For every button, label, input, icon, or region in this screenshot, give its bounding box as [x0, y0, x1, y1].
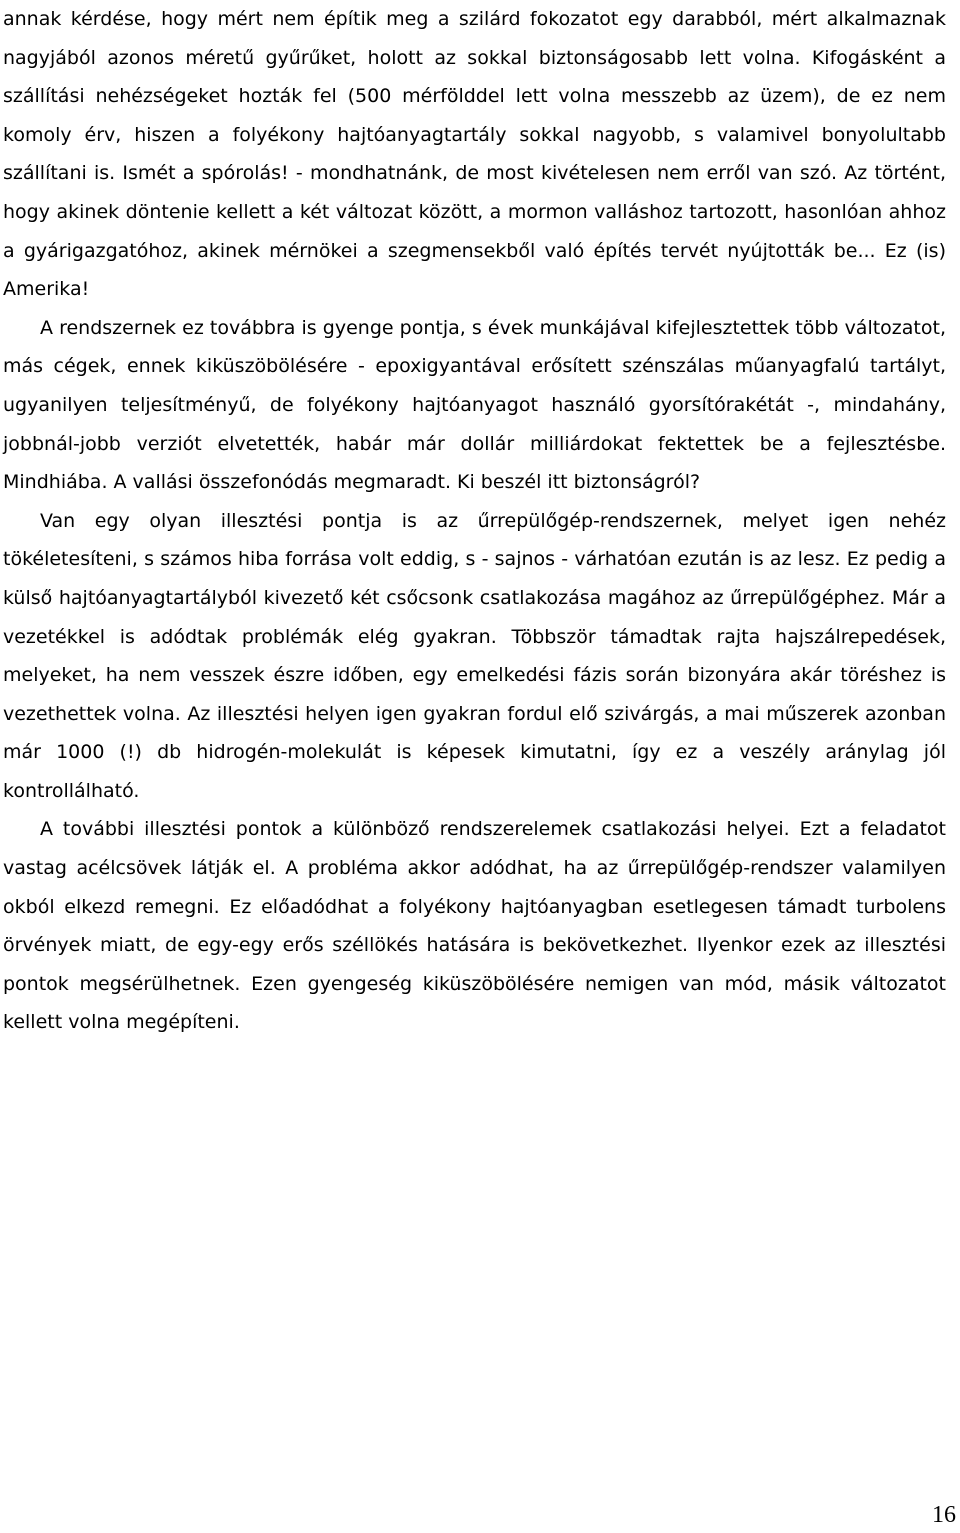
page-number: 16 [932, 1502, 956, 1528]
paragraph-fuel-connection: Van egy olyan illesztési pontja is az űrrepülőgép-rendszernek, melyet igen nehéz tökéletesíteni, s számos hiba forrása volt eddig, s - sajnos - várhatóan ezután is az lesz. Ez pedig a külső hajtóanyagtartályból kivezető két csőcsonk csatlakozása magához az űrrepülőgéphez. Már a vezetékkel is adódtak problémák elég gyakran. Többször támadtak rajta hajszálrepedések, melyeket, ha nem vesszek észre időben, egy emelkedési fázis során bizonyára akár töréshez is vezethettek volna. Az illesztési helyen igen gyakran fordul elő szivárgás, a mai műszerek azonban már 1000 (!) db hidrogén-molekulát is képesek kimutatni, így ez a veszély aránylag jól kontrollálható. [3, 509, 946, 802]
document-body [3, 0, 946, 1042]
paragraph-continuation: annak kérdése, hogy mért nem építik meg a szilárd fokozatot egy darabból, mért alkalmaznak nagyjából azonos méretű gyűrűket, holott az sokkal biztonságosabb lett volna. Kifogásként a szállítási nehézségeket hozták fel (500 mérfölddel lett volna messzebb az üzem), de ez nem komoly érv, hiszen a folyékony hajtóanyagtartály sokkal nagyobb, s valamivel bonyolultabb szállítani is. Ismét a spórolás! - mondhatnánk, de most kivételesen nem erről van szó. Az történt, hogy akinek döntenie kellett a két változat között, a mormon valláshoz tartozott, hasonlóan ahhoz a gyárigazgatóhoz, akinek mérnökei a szegmensekből való építés tervét nyújtották be... Ez (is) Amerika! [3, 8, 946, 301]
paragraph-joint-points: A további illesztési pontok a különböző rendszerelemek csatlakozási helyei. Ezt a feladatot vastag acélcsövek látják el. A probléma akkor adódhat, ha az űrrepülőgép-rendszer valamilyen okból elkezd remegni. Ez előadódhat a folyékony hajtóanyagban esetlegesen támadt turbolens örvények miatt, de egy-egy erős széllökés hatására is bekövetkezhet. Ilyenkor ezek az illesztési pontok megsérülhetnek. Ezen gyengeség kiküszöbölésére nemigen van mód, másik változatot kellett volna megépíteni. [3, 818, 946, 1034]
paragraph-weak-point: A rendszernek ez továbbra is gyenge pontja, s évek munkájával kifejlesztettek több változatot, más cégek, ennek kiküszöbölésére - epoxigyantával erősített szénszálas műanyagfalú tartályt, ugyanilyen teljesítményű, de folyékony hajtóanyagot használó gyorsítórakétát -, mindahány, jobbnál-jobb verziót elvetették, habár már dollár milliárdokat fektettek be a fejlesztésbe. Mindhiába. A vallási összefonódás megmaradt. Ki beszél itt biztonságról? [3, 316, 946, 494]
